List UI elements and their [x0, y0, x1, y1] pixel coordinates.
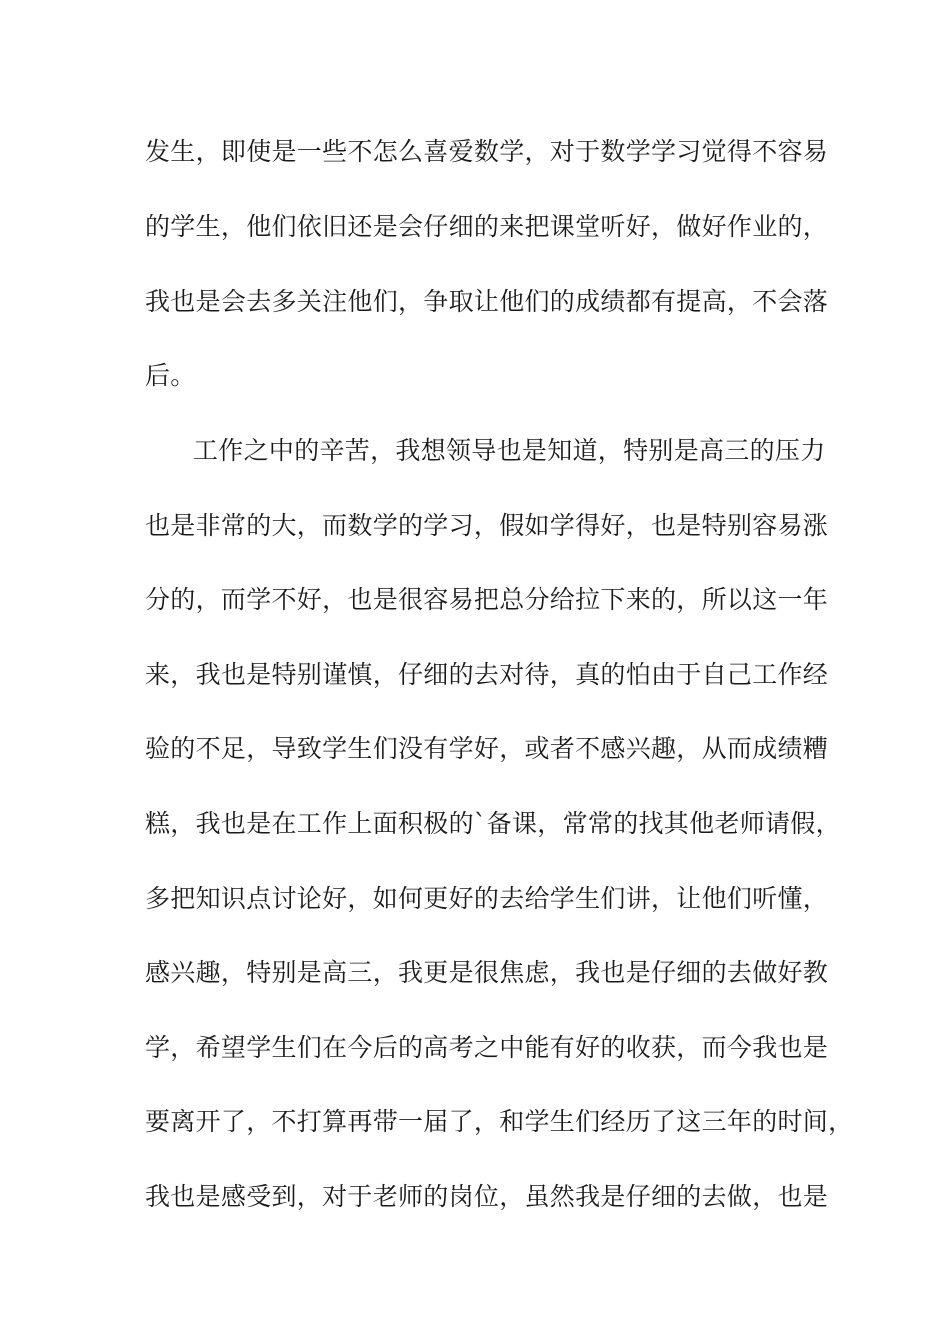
text-line: 的学生，他们依旧还是会仔细的来把课堂听好，做好作业的，	[145, 212, 829, 241]
text-line: 我也是感受到，对于老师的岗位，虽然我是仔细的去做，也是	[145, 1182, 829, 1211]
text-line: 多把知识点讨论好，如何更好的去给学生们讲，让他们听懂，	[145, 884, 829, 913]
text-line: 学，希望学生们在今后的高考之中能有好的收获，而今我也是	[145, 1033, 829, 1062]
text-line: 我也是会去多关注他们，争取让他们的成绩都有提高，不会落	[145, 287, 829, 316]
text-line: 分的，而学不好，也是很容易把总分给拉下来的，所以这一年	[145, 585, 829, 614]
text-line: 后。	[145, 361, 196, 390]
text-line: 糕，我也是在工作上面积极的`备课，常常的找其他老师请假，	[145, 809, 841, 838]
text-line: 发生，即使是一些不怎么喜爱数学，对于数学学习觉得不容易	[145, 137, 829, 166]
text-line: 也是非常的大，而数学的学习，假如学得好，也是特别容易涨	[145, 511, 829, 540]
text-line: 来，我也是特别谨慎，仔细的去对待，真的怕由于自己工作经	[145, 660, 829, 689]
text-line: 验的不足，导致学生们没有学好，或者不感兴趣，从而成绩糟	[145, 734, 829, 763]
text-line: 要离开了，不打算再带一届了，和学生们经历了这三年的时间，	[145, 1107, 854, 1136]
text-line: 感兴趣，特别是高三，我更是很焦虑，我也是仔细的去做好教	[145, 958, 829, 987]
paragraph-first-line: 工作之中的辛苦，我想领导也是知道，特别是高三的压力	[193, 436, 826, 465]
